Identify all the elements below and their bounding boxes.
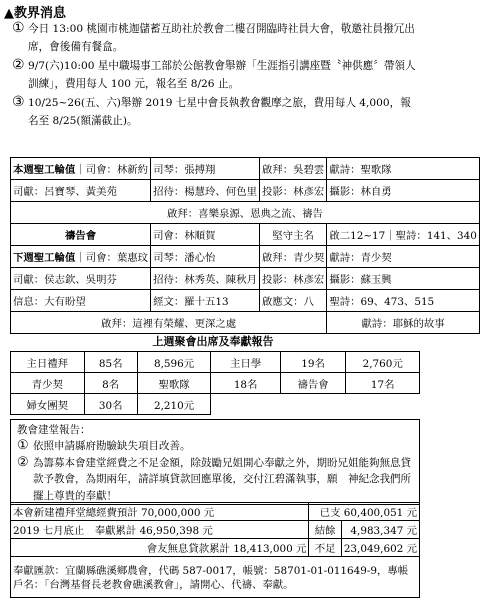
table-cell: 啟應文：八: [259, 290, 326, 312]
table-row: [11, 180, 480, 202]
building-text: 依照申請縣府勘驗缺失項目改善。: [33, 440, 191, 452]
table-cell: 會友無息貸款累計 18,413,000 元: [11, 539, 309, 557]
table-cell: 30名: [84, 394, 137, 415]
table-cell: 啟拜：喜樂泉源、恩典之流、禱告: [11, 202, 480, 224]
table-cell: 下週聖工輪值｜司會：葉惠玟: [11, 246, 151, 268]
table-row: [11, 158, 480, 180]
table-cell: 結餘: [309, 521, 341, 539]
table-cell: 17名: [346, 373, 420, 394]
news-text: 9/7(六)10:00 星中職場事工部於公館教會舉辦「生涯指引講座暨〝神供應〞帶領人訓練」，費用每人 100 元，報名至 8/26 止。: [28, 59, 416, 91]
table-cell: 8名: [84, 373, 137, 394]
report-title: 上週聚會出席及奉獻報告: [152, 335, 274, 348]
section-title: ▲教界消息: [4, 6, 66, 21]
building-title: 教會建堂報告：: [17, 424, 91, 436]
building-num: ①: [17, 438, 29, 453]
table-row: [11, 557, 420, 598]
this-week-label: 本週聖工輪值: [13, 164, 76, 176]
table-row: [11, 290, 480, 312]
schedule-table: [10, 157, 480, 334]
table-cell: 信息：大有盼望: [11, 290, 151, 312]
table-row: [11, 352, 420, 373]
table-cell: 8,596元: [137, 352, 211, 373]
table-row: [11, 268, 480, 290]
table-cell: 攝影：蘇玉興: [327, 268, 480, 290]
table-cell: 司琴：潘心怡: [151, 246, 260, 268]
report-table: [10, 351, 420, 415]
building-num: ②: [17, 454, 29, 470]
table-cell: 奉獻匯款：宜蘭縣礁溪鄉農會，代碼 587-0017，帳號：58701-01-011649-9，專帳戶名：「台灣基督長老教會礁溪教會」，請開心、代禱、奉獻。: [11, 557, 420, 598]
table-cell: 2,210元: [137, 394, 211, 415]
table-cell: 堅守主名: [259, 224, 326, 246]
table-cell: 禱告會: [280, 373, 345, 394]
building-text: 為籌募本會建堂經費之不足金額，除鼓勵兄姐開心奉獻之外，期盼兄姐能夠無息貸款予教會，為期兩年，請詳填貸款回應單後，交付江碧滿執事，願 神紀念我們所擺上尊貴的奉獻！: [33, 456, 411, 502]
table-cell: 本週聖工輪值｜司會：林新約: [11, 158, 151, 180]
cell-text: 啟二12~17: [329, 230, 386, 242]
table-cell: 婦女團契: [11, 394, 85, 415]
table-row: [11, 373, 420, 394]
table-cell: 啟拜：青少契: [259, 246, 326, 268]
news-item: [12, 57, 420, 94]
news-num: ③: [12, 93, 25, 110]
table-row: [11, 539, 420, 557]
table-cell: 主日學: [211, 352, 281, 373]
next-week-label: 下週聖工輪值: [13, 252, 76, 264]
table-row: [11, 224, 480, 246]
table-cell: 投影：林彥宏: [259, 180, 326, 202]
cell-text: 司會：林新約: [85, 164, 149, 176]
prayer-label: 禱告會: [11, 224, 151, 246]
table-cell: 投影：林彥宏: [259, 268, 326, 290]
table-row: [11, 394, 420, 415]
news-text: 10/25~26(五、六)舉辦 2019 七星中會長執教會觀摩之旅，費用每人 4,000，報名至 8/25(額滿截止)。: [28, 96, 411, 128]
table-cell: 23,049,602 元: [341, 539, 419, 557]
table-cell: 獻詩：青少契: [327, 246, 480, 268]
news-num: ②: [12, 56, 25, 73]
table-cell: 19名: [280, 352, 345, 373]
list-item: [11, 438, 419, 455]
news-num: ①: [12, 20, 25, 36]
table-cell: 獻詩：聖歌隊: [327, 158, 480, 180]
table-cell: 本會新建禮拜堂總經費預計 70,000,000 元: [11, 503, 309, 521]
table-cell: 司會：林順賀: [151, 224, 260, 246]
table-cell: 啟拜：吳碧雲: [259, 158, 326, 180]
table-cell: 85名: [84, 352, 137, 373]
news-item: [12, 20, 420, 57]
table-cell: 聖歌隊: [137, 373, 211, 394]
table-cell: 2,760元: [346, 352, 420, 373]
table-cell: 主日禮拜: [11, 352, 85, 373]
table-cell: 已支 60,400,051 元: [309, 503, 420, 521]
table-cell: 啟二12~17｜聖詩：141、340: [327, 224, 480, 246]
table-cell: 聖詩：69、473、515: [327, 290, 480, 312]
table-cell: 啟拜：這裡有榮耀、更深之處: [11, 312, 327, 334]
cell-text: 聖詩：141、340: [395, 230, 477, 242]
news-text: 今日 13:00 桃園市桃迦儲蓄互助社於教會二樓召開臨時社員大會，敬邀社員撥冗出席，會後備有餐盒。: [28, 23, 415, 54]
table-cell: 2019 七月底止 奉獻累計 46,950,398 元: [11, 521, 309, 539]
table-cell: 司琴：張搏翔: [151, 158, 260, 180]
news-item: [12, 94, 420, 131]
building-report: [10, 419, 420, 505]
cell-text: 司會：葉惠玟: [85, 252, 149, 264]
table-cell: 攝影：林自勇: [327, 180, 480, 202]
table-cell: 獻詩：耶穌的故事: [327, 312, 480, 334]
table-cell: 司獻：呂寶琴、黃美苑: [11, 180, 151, 202]
table-row: [11, 312, 480, 334]
table-row: [11, 503, 420, 521]
table-cell: 不足: [309, 539, 341, 557]
table-row: [11, 202, 480, 224]
table-cell: 招待：楊慧玲、何色里: [151, 180, 260, 202]
table-cell: 18名: [211, 373, 281, 394]
table-row: [11, 246, 480, 268]
table-cell: 招待：林秀英、陳秋月: [151, 268, 260, 290]
fund-table: [10, 502, 420, 598]
table-cell: 青少契: [11, 373, 85, 394]
table-cell: 經文：羅十五13: [151, 290, 260, 312]
table-cell: 司獻：侯志欽、吳明芬: [11, 268, 151, 290]
list-item: [11, 455, 419, 505]
news-list: [12, 20, 420, 130]
table-cell: 4,983,347 元: [341, 521, 419, 539]
table-row: [11, 521, 420, 539]
